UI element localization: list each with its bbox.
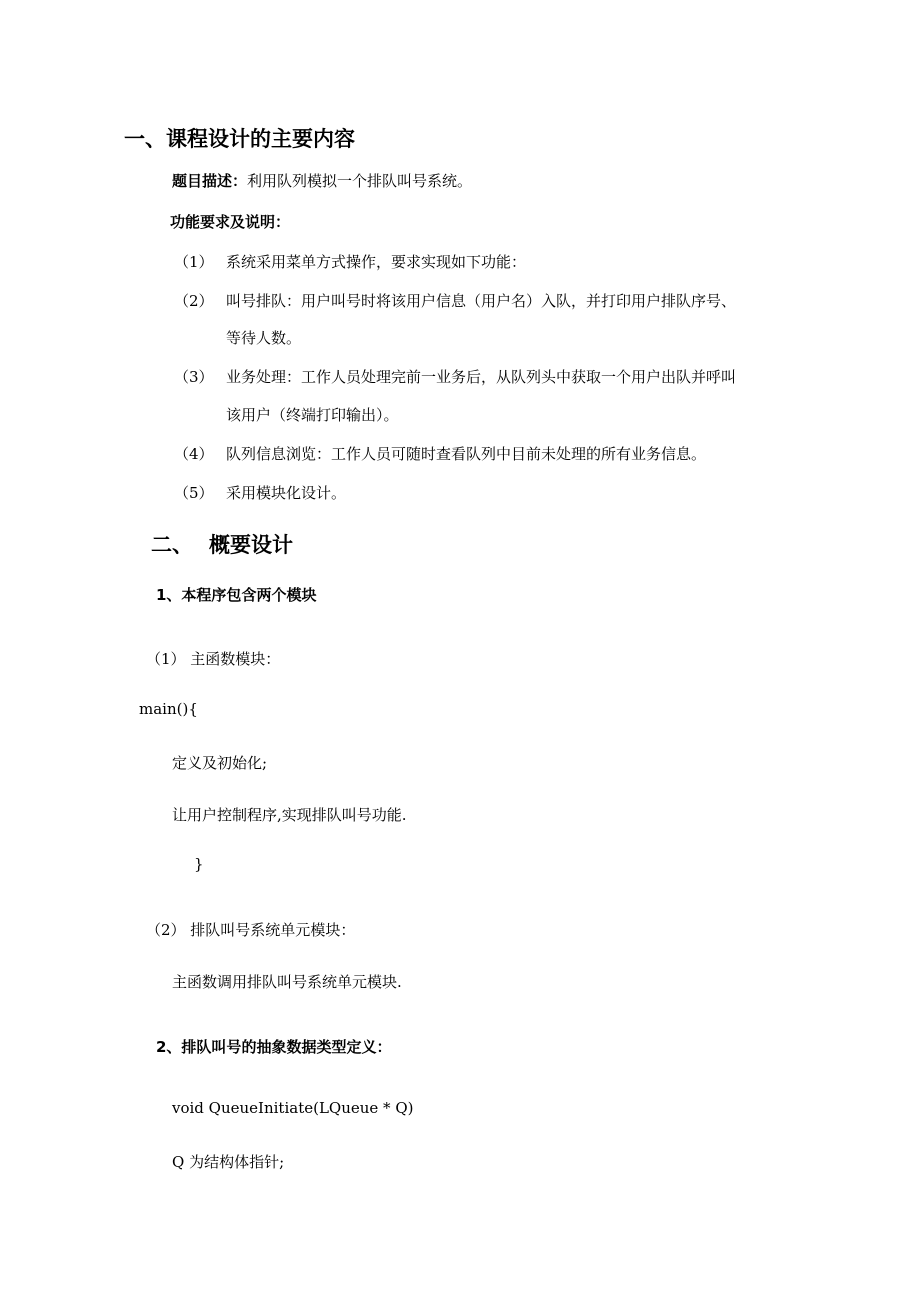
list-item xyxy=(174,290,736,311)
topic-label: 题目描述： xyxy=(172,172,248,190)
code-line-control: 让用户控制程序,实现排队叫号功能. xyxy=(172,806,407,824)
function-signature: void QueueInitiate(LQueue * Q) xyxy=(172,1099,414,1117)
code-main-open: main(){ xyxy=(139,700,198,718)
list-item xyxy=(174,482,346,503)
section2-heading-text: 概要设计 xyxy=(209,533,293,557)
item-text: 系统采用菜单方式操作，要求实现如下功能： xyxy=(226,253,527,271)
item-text: 叫号排队：用户叫号时将该用户信息（用户名）入队，并打印用户排队序号、 xyxy=(226,292,737,310)
item-number: （2） xyxy=(174,292,214,310)
item-text: 采用模块化设计。 xyxy=(226,484,347,502)
requirements-heading: 功能要求及说明： xyxy=(170,213,291,231)
item-text: 队列信息浏览：工作人员可随时查看队列中目前未处理的所有业务信息。 xyxy=(226,445,707,463)
code-line-init: 定义及初始化; xyxy=(172,754,268,772)
module2-label: （2） 排队叫号系统单元模块： xyxy=(146,921,356,939)
topic-line xyxy=(172,170,472,191)
function-description: Q 为结构体指针; xyxy=(172,1153,285,1171)
item-text-continued: 等待人数。 xyxy=(226,329,302,347)
topic-text: 利用队列模拟一个排队叫号系统。 xyxy=(247,172,473,190)
section1-heading: 一、课程设计的主要内容 xyxy=(124,127,355,151)
item-text: 业务处理：工作人员处理完前一业务后，从队列头中获取一个用户出队并呼叫 xyxy=(226,368,737,386)
list-item xyxy=(174,251,526,272)
item-text-continued: 该用户（终端打印输出）。 xyxy=(226,406,399,424)
code-close-brace: } xyxy=(194,855,204,873)
section2-heading xyxy=(151,529,293,559)
list-item xyxy=(174,366,736,387)
item-number: （3） xyxy=(174,368,214,386)
subheading-modules: 1、本程序包含两个模块 xyxy=(156,586,317,604)
subheading-adt: 2、排队叫号的抽象数据类型定义： xyxy=(156,1038,392,1056)
module2-text: 主函数调用排队叫号系统单元模块. xyxy=(172,973,402,991)
section2-heading-number: 二、 xyxy=(151,533,193,557)
list-item xyxy=(174,443,706,464)
item-number: （4） xyxy=(174,445,214,463)
module1-label: （1） 主函数模块： xyxy=(146,650,281,668)
item-number: （5） xyxy=(174,484,214,502)
item-number: （1） xyxy=(174,253,214,271)
